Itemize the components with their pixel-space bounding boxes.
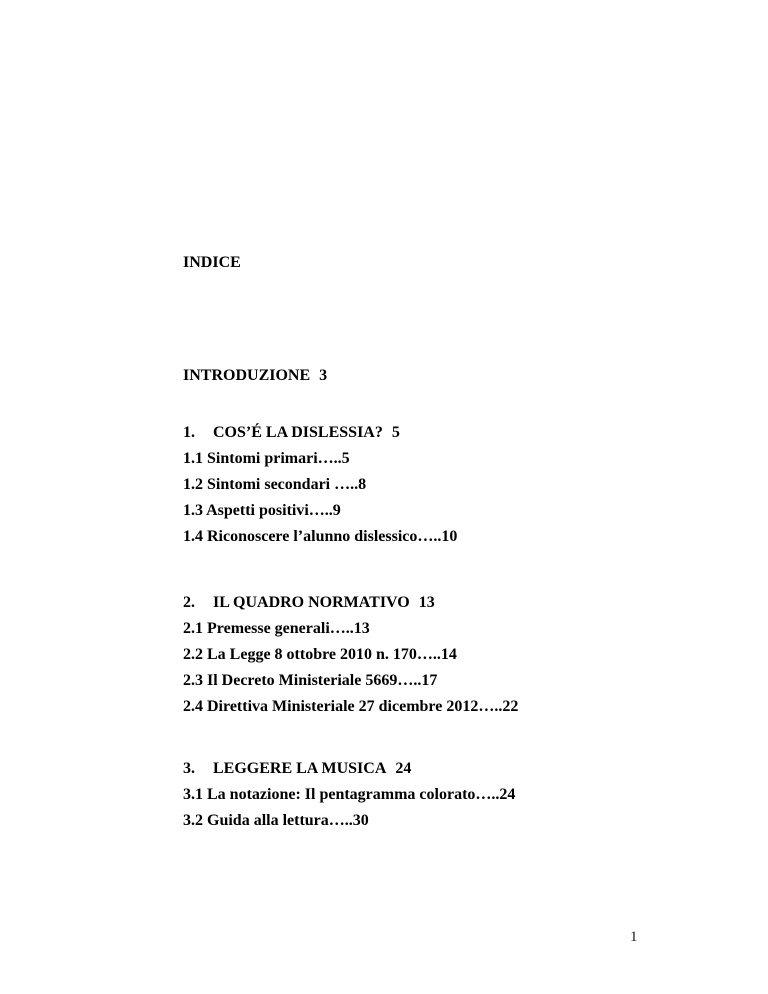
chapter-page-number: 24	[395, 760, 412, 777]
toc-subitem: 1.1 Sintomi primari…..5	[183, 450, 350, 467]
chapter-heading	[183, 420, 678, 446]
chapter-number: 2.	[183, 594, 195, 611]
toc-entry-introduction	[183, 363, 678, 389]
toc-chapter-1	[183, 420, 678, 550]
chapter-number: 1.	[183, 424, 195, 441]
entry-title: INTRODUZIONE	[183, 367, 311, 384]
chapter-title: COS’É LA DISLESSIA?	[213, 424, 383, 441]
chapter-title: LEGGERE LA MUSICA	[213, 760, 387, 777]
toc-chapter-2	[183, 590, 678, 720]
chapter-heading	[183, 756, 678, 782]
entry-page-number: 3	[319, 367, 328, 384]
page-number: 1	[630, 929, 638, 945]
toc-subitem: 2.1 Premesse generali…..13	[183, 620, 370, 637]
toc-subitem: 2.3 Il Decreto Ministeriale 5669…..17	[183, 672, 438, 689]
chapter-page-number: 13	[418, 594, 435, 611]
chapter-heading	[183, 590, 678, 616]
table-of-contents	[183, 250, 678, 834]
toc-subitem: 2.2 La Legge 8 ottobre 2010 n. 170…..14	[183, 646, 457, 663]
chapter-number: 3.	[183, 760, 195, 777]
toc-subitem: 2.4 Direttiva Ministeriale 27 dicembre 2012…..22	[183, 698, 519, 715]
toc-heading: INDICE	[183, 254, 241, 271]
toc-chapter-3	[183, 756, 678, 834]
toc-subitem: 3.2 Guida alla lettura…..30	[183, 812, 369, 829]
chapter-title: IL QUADRO NORMATIVO	[213, 594, 410, 611]
toc-subitem: 1.2 Sintomi secondari …..8	[183, 476, 367, 493]
toc-subitem: 1.4 Riconoscere l’alunno dislessico…..10	[183, 528, 458, 545]
toc-subitem: 3.1 La notazione: Il pentagramma colorato…..24	[183, 786, 516, 803]
chapter-page-number: 5	[391, 424, 400, 441]
toc-subitem: 1.3 Aspetti positivi…..9	[183, 502, 341, 519]
